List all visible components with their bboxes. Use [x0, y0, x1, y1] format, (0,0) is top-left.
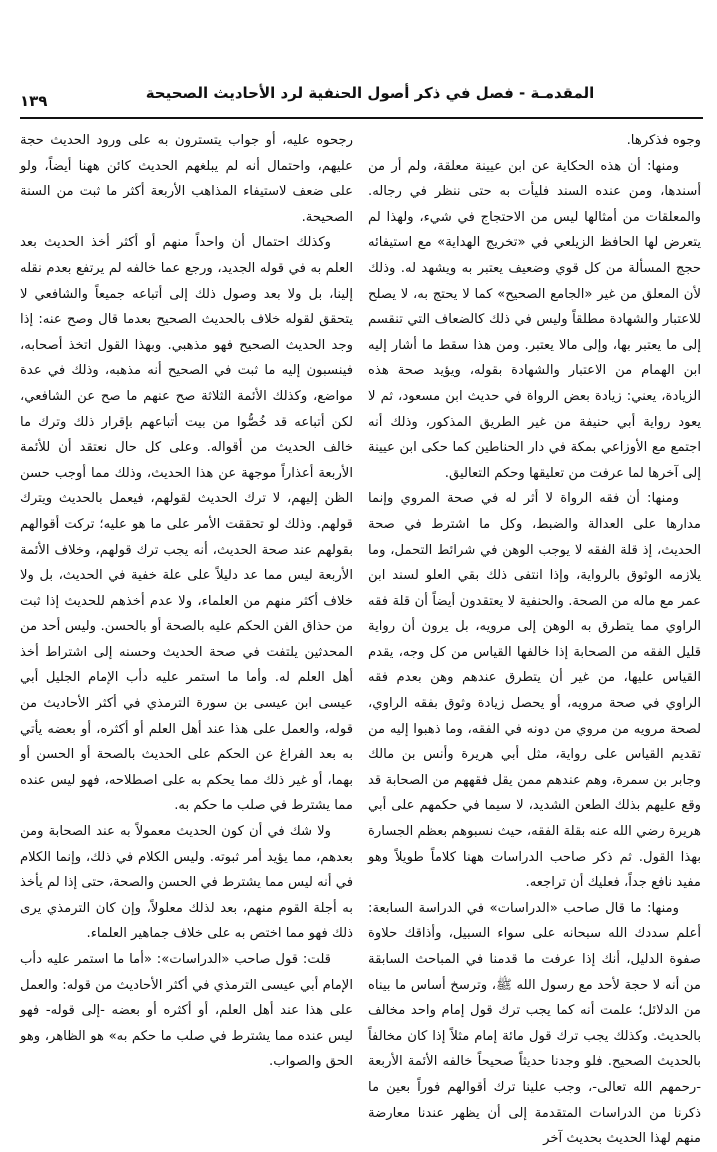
- right-column: [368, 128, 701, 1152]
- paragraph: ولا شك في أن كون الحديث معمولاً به عند الصحابة ومن بعدهم، مما يؤيد أمر ثبوته. وليس الكلام في ذلك، وإنما الكلام في أنه ليس مما يشترط في الحسن والصحة، حتى إذا لم يأخذ به أجلة القوم منهم، بعد لذلك معلولاً، وإن كان الترمذي يرى ذلك فهو مما اختص به على خلاف جماهير العلماء.: [20, 824, 353, 942]
- paragraph: وجوه فذكرها.: [626, 133, 701, 148]
- paragraph: ومنها: أن هذه الحكاية عن ابن عيينة معلقة، ولم أر من أسندها، ومن عنده السند فليأت به حتى ننظر في رجاله. والمعلقات من أمثالها ليس من الاحتجاج في شيء، ولهذا لم يتعرض لها الحافظ الزيلعي في «تخريج الهداية» مع استيفائه حجج المسألة من كل قوي وضعيف يعتبر به ويشهد له. وذلك لأن المعلق من غير «الجامع الصحيح» كما لا يحتج به، لا يصلح للاعتبار والشهادة مطلقاً وليس في ذلك كالضعاف التي تنقسم إلى ما يعتبر بها، وإلى مالا يعتبر. ومن هذا سقط ما أشار إليه ابن الهمام من الاعتبار والشهادة بقوله، ويؤيد صحة هذه الزيادة، يعني: زيادة بعض الرواة في حديث ابن مسعود، ثم لا يعود رواية أبي حنيفة من غير الطريق المذكور، وذلك أنه اجتمع مع الأوزاعي بمكة في دار الحناطين كما حكى ابن عيينة إلى آخرها لما عرفت من تعليقها وحكم التعاليق.: [368, 158, 701, 481]
- paragraph: رجحوه عليه، أو جواب يتسترون به على ورود الحديث حجة عليهم، واحتمال أنه لم يبلغهم الحديث كائن ههنا أيضاً، ولو على ضعف لاستيفاء المذاهب الأربعة أكثر ما ثبت من السنة الصحيحة.: [20, 133, 353, 225]
- paragraph: قلت: قول صاحب «الدراسات»: «أما ما استمر عليه دأب الإمام أبي عيسى الترمذي في أكثر الأحاديث من قوله: والعمل على هذا عند أهل العلم، أو أكثره أو بعضه -إلى قوله- فهو ليس عنده مما يشترط في صلب ما حكم به» هو الظاهر، وهو الحق والصواب.: [20, 952, 353, 1070]
- paragraph: ومنها: ما قال صاحب «الدراسات» في الدراسة السابعة: أعلم سددك الله سبحانه على سواء السبيل، وأذاقك حلاوة صفوة الدليل، أنك إذا عرفت ما قدمنا في المباحث السابقة من أنه لا حجة لأحد مع رسول الله ﷺ، وترسخ أساس ما بيناه من الدلائل؛ علمت أنه كما يجب ترك قول إمام واحد مخالف بالحديث. وكذلك يجب ترك قول مائة إمام مثلاً إذا كان مخالفاً بالحديث الصحيح. فلو وجدنا حديثاً صحيحاً خالفه الأئمة الأربعة -رحمهم الله تعالى-، وجب علينا ترك أقوالهم فوراً بعين ما ذكرنا من الدراسات المتقدمة إلى أن يظهر عندنا معارضة منهم لهذا الحديث بحديث آخر: [368, 900, 701, 1147]
- page-number: ١٣٩: [20, 92, 48, 110]
- paragraph: وكذلك احتمال أن واحداً منهم أو أكثر أخذ الحديث بعد العلم به في قوله الجديد، ورجع عما خالفه لم يرتفع بعدم نقله إلينا، بل ولا بعد وصول ذلك إلى أتباعه جميعاً والشافعي لا يتحقق لقوله خلاف بالحديث الصحيح بعدما قال وصح عنه: إذا وجد الحديث الصحيح فهو مذهبي. وبهذا القول اتخذ أصحابه، فينسبون إليه ما ثبت في الصحيح أنه مذهبه، وذلك في عدة مواضع، وكذلك الأئمة الثلاثة صح عنهم ما صح عن الشافعي، لكن أتباعه قد خُصُّوا من بيت أتباعهم بإقرار ذلك وترك ما خالف الحديث من أقواله. وعلى كل حال نعتقد أن للأئمة الأربعة أعذاراً موجهة عن هذا الحديث، وذلك مما أوجب حسن الظن إليهم، لا ترك الحديث لقولهم، فيعمل بالحديث ويترك قولهم. وذلك لو تحققت الأمر على ما هو عليه؛ تركت أقوالهم بقولهم عند صحة الحديث، أنه يجب ترك قولهم، وخلاف الأئمة الأربعة ليس مما عد دليلاً على علة خفية في الحديث، بل ولا خلاف أكثر منهم من العلماء، ولا عدم أخذهم للحديث إذا ثبت من حذاق الفن الحكم عليه بالصحة أو بالحسن. وليس أحد من المحدثين يلتفت في صحة الحديث وحسنه إلى اشتراط أخذ أهل العلم له. وأما ما استمر عليه دأب الإمام الجليل أبي عيسى ابن عيسى بن سورة الترمذي في أكثر الأحاديث من قوله، والعمل على هذا عند أهل العلم أو أكثره، أو بعضه يأتي به بعد الفراغ عن الحكم على الحديث بالصحة أو الحسن أو بهما، أو غير ذلك مما يحكم به على اصطلاحه، فهو ليس عنده مما يشترط في صلب ما حكم به.: [20, 235, 353, 814]
- paragraph: ومنها: أن فقه الرواة لا أثر له في صحة المروي وإنما مدارها على العدالة والضبط، وكل ما اشترط في صحة الحديث، إذ قلة الفقه لا يوجب الوهن في شرائط التحمل، وما يلازمه الوثوق بالرواية، وإذا انتفى ذلك بقي العلو لسند ابن عمر مع ماله من الصحة. والحنفية لا يعتقدون أيضاً أن قلة فقه الراوي مما يتطرق به الوهن إلى مرويه، بل يرون أن رواية قليل الفقه من الصحابة إذا خالفها القياس من كل وجه، يقدم القياس عليها، من غير أن يتطرق عندهم وهن بعدم فقه الراوي في صحة مرويه، أو يحصل زيادة وثوق بفقه الراوي، لصحة مرويه من مروي من دونه في الفقه، وما ذهبوا إليه من تقديم القياس على رواية، مثل أبي هريرة وأنس بن مالك وجابر بن سمرة، وهم عندهم ممن يقل فقههم من الصحابة قد وقع عليهم بذلك الطعن الشديد، لا سيما في حكمهم على أبي هريرة رضي الله عنه بقلة الفقه، حيث نسبوهم بعظم الجسارة بهذا القول. ثم ذكر صاحب الدراسات ههنا كلاماً طويلاً وهو مفيد نافع جداً، فعليك أن تراجعه.: [368, 491, 701, 891]
- header-rule: [20, 117, 703, 119]
- running-header-title: المقدمـة - فصل في ذكر أصول الحنفية لرد الأحاديث الصحيحة: [145, 84, 595, 102]
- left-column: [20, 128, 353, 1075]
